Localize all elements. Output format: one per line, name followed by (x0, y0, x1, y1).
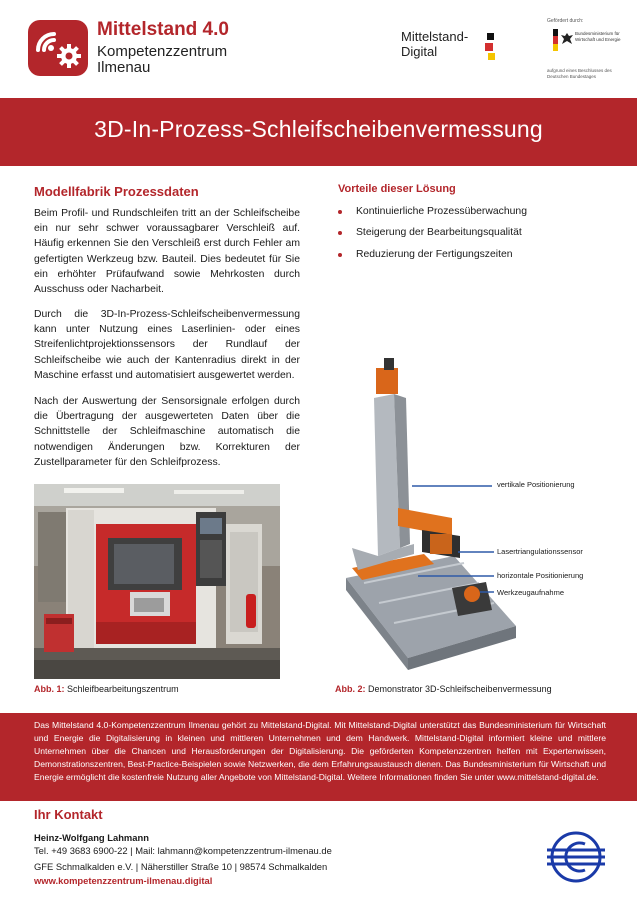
paragraph-3: Nach der Auswertung der Sensorsignale erfolgen durch die Übertragung der ausgewerteten Daten über die Schnittstelle der Schleifmaschine automatisch die notwendigen Änderungen bzw. Korrekturen der Zustellparameter für den Schleifprozess. (34, 396, 300, 468)
sponsor-bottom: aufgrund eines Beschlusses des Deutschen Bundestages (547, 68, 612, 79)
figure-1-caption (34, 684, 179, 694)
info-band (0, 713, 637, 801)
grinding-center-photo (34, 484, 280, 679)
bullet-icon (338, 231, 342, 235)
bmwi-sponsor-logo (547, 18, 627, 80)
figure-1-label: Abb. 1: (34, 684, 65, 694)
paragraph-2: Durch die 3D-In-Prozess-Schleifscheibenvermessung kann unter Nutzung eines Laserlinien- oder eines Streifenlichtprojektionssensors der Rundlauf der Schleifscheibe wie auch der Kantenradius direkt in der Maschine erfasst und automatisiert ausgewertet werden. (34, 309, 300, 381)
annotation-horizontal: horizontale Positionierung (497, 571, 584, 580)
contact-name: Heinz-Wolfgang Lahmann (34, 832, 149, 843)
federal-eagle-icon (560, 32, 574, 46)
benefits-heading: Vorteile dieser Lösung (338, 183, 456, 195)
contact-address: GFE Schmalkalden e.V. | Näherstiller Straße 10 | 98574 Schmalkalden (34, 861, 328, 872)
bullet-icon (338, 210, 342, 214)
title-band (0, 98, 637, 166)
figure-1-text: Schleifbearbeitungszentrum (67, 684, 179, 694)
paragraph-1: Beim Profil- und Rundschleifen tritt an der Schleifscheibe ein nur sehr schwer voraussagbarer Verschleiß auf. Häufig erkennen Sie den Verschleiß erst durch Fehler am gefertigten Werkzeug bzw. Bauteil. Dies bedeutet für Sie ein erhöhter Prüfaufwand sowie Mehrkosten durch Ausschuss oder Nacharbeit. (34, 208, 300, 296)
annotation-laser: Lasertriangulationssensor (497, 547, 583, 556)
website-link[interactable]: www.kompetenzzentrum-ilmenau.digital (34, 875, 213, 886)
contact-phone-mail: Tel. +49 3683 6900-22 | Mail: lahmann@kompetenzzentrum-ilmenau.de (34, 845, 332, 856)
sponsor-top: Gefördert durch: (547, 18, 584, 24)
page-header (0, 0, 637, 96)
logo-title: Mittelstand 4.0 (97, 19, 229, 40)
demonstrator-diagram (334, 358, 624, 670)
annotation-tool-holder: Werkzeugaufnahme (497, 588, 564, 597)
annotation-vertical: vertikale Positionierung (497, 480, 575, 489)
mittelstand-digital-logo (401, 29, 501, 65)
bullet-icon (338, 253, 342, 257)
partner-logo-line-2: Digital (401, 44, 438, 59)
sponsor-name: Bundesministerium für Wirtschaft und Energie (575, 31, 621, 42)
info-text: Das Mittelstand 4.0-Kompetenzzentrum Ilmenau gehört zu Mittelstand-Digital. Mit Mittelstand-Digital unterstützt das Bundesministerium für Wirtschaft und Energie die Digitalisierung in kleinen und mittleren Unternehmen und dem Handwerk. Mittelstand-Digital informiert kleine und mittlere Unternehmen über die Chancen und Herausforderungen der Digitalisierung. Die geförderten Kompetenzzentren helfen mit Expertenwissen, Demonstrationszentren, Best-Practice-Beispielen sowie Netzwerken, die dem Erfahrungsaustausch dienen. Das Bundesministerium für Wirtschaft und Energie ermöglicht die kostenfreie Nutzung aller Angebote von Mittelstand-Digital. Weitere Informationen finden Sie unter www.mittelstand-digital.de. (34, 720, 606, 782)
benefit-text: Steigerung der Bearbeitungsqualität (356, 227, 522, 238)
benefit-text: Reduzierung der Fertigungszeiten (356, 249, 513, 260)
left-heading: Modellfabrik Prozessdaten (34, 184, 199, 199)
logo-subtitle-line-1: Kompetenzzentrum (97, 43, 228, 60)
gfe-logo-icon (545, 828, 607, 886)
mittelstand-logo-icon (28, 20, 88, 76)
figure-2-caption (335, 684, 552, 694)
logo-subtitle-line-2: Ilmenau (97, 59, 151, 76)
partner-logo-line-1: Mittelstand- (401, 29, 469, 44)
contact-heading: Ihr Kontakt (34, 807, 103, 822)
benefit-text: Kontinuierliche Prozessüberwachung (356, 206, 527, 217)
german-flag-icon (553, 29, 558, 51)
figure-2-text: Demonstrator 3D-Schleifscheibenvermessung (368, 684, 552, 694)
flag-dots-icon (485, 33, 497, 61)
page-title: 3D-In-Prozess-Schleifscheibenvermessung (94, 116, 543, 142)
figure-2-label: Abb. 2: (335, 684, 366, 694)
logo-subtitle (97, 44, 227, 76)
